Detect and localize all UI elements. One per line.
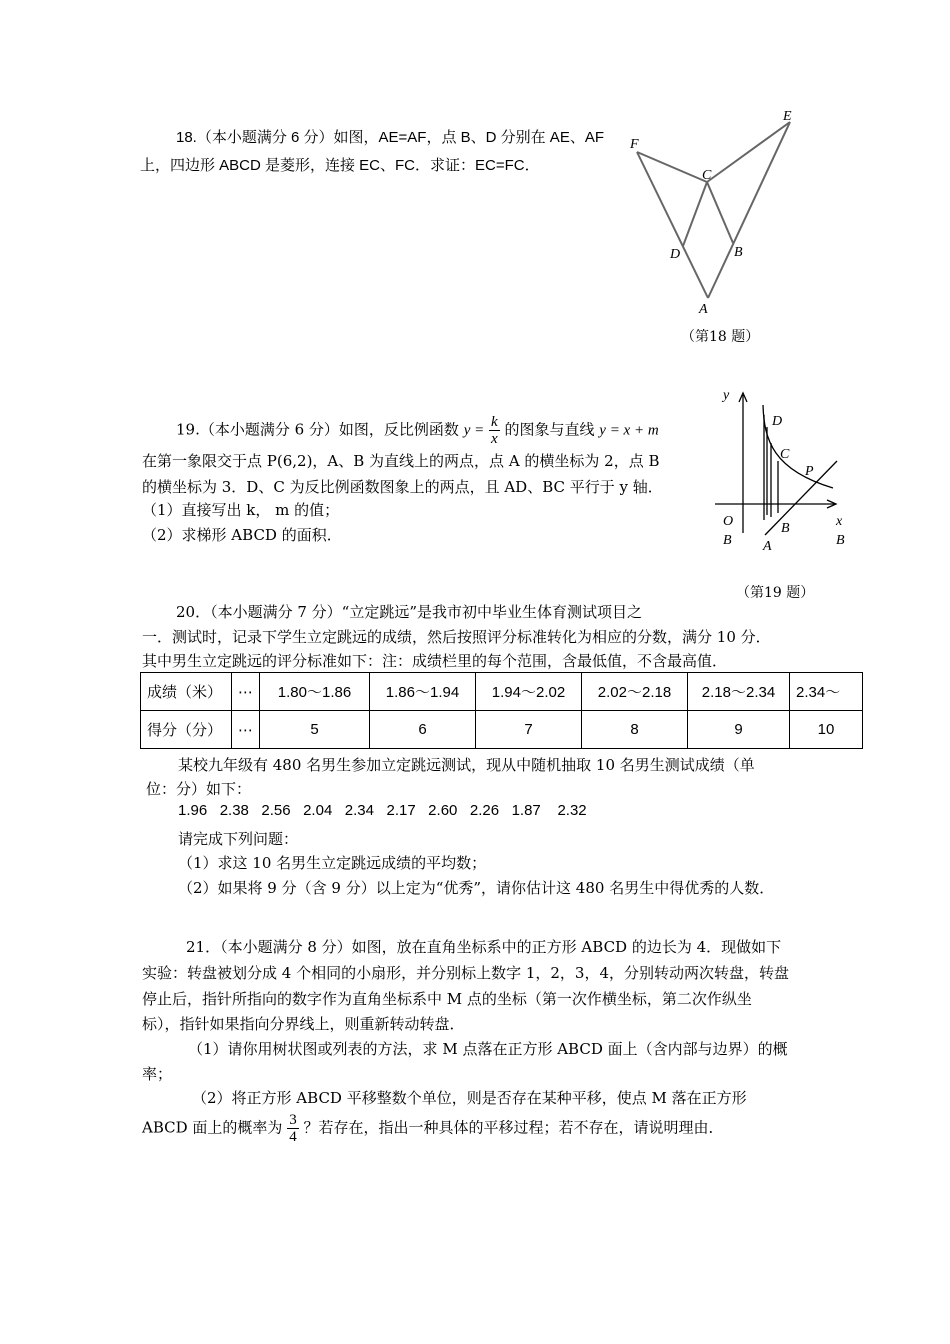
q18-line2: 上，四边形 ABCD 是菱形，连接 EC、FC．求证：EC=FC．	[140, 157, 540, 174]
q19-label-P: P	[805, 464, 814, 479]
q19-fraction: $\frac{k}{x}$	[491, 414, 498, 447]
q18-label-E: E	[783, 109, 792, 124]
q19-label-D: D	[772, 414, 783, 429]
q18-label-A: A	[699, 302, 708, 317]
q20-line6: 请完成下列问题：	[178, 830, 299, 848]
q20-scores: 1.96 2.38 2.56 2.04 2.34 2.17 2.60 2.26 1.87 2.32	[178, 802, 587, 819]
q21-line2: 实验：转盘被划分成 4 个相同的小扇形，并分别标上数字 1，2，3，4，分别转动两次转盘，转盘	[142, 964, 790, 982]
q19-item2: （2）求梯形 ABCD 的面积．	[142, 526, 342, 544]
q19-figure	[715, 385, 855, 560]
q19-label-A: A	[763, 539, 772, 554]
q20-line4: 某校九年级有 480 名男生参加立定跳远测试，现从中随机抽取 10 名男生测试成绩（单	[178, 756, 755, 774]
q21-line4: 标），指针如果指向分界线上，则重新转动转盘．	[142, 1015, 465, 1033]
q18-figure	[620, 100, 820, 320]
score-table	[140, 672, 863, 749]
q19-label-C: C	[780, 447, 790, 462]
q19-caption: （第19 题）	[736, 585, 815, 601]
q19-label-x: x	[836, 514, 843, 529]
q20-line3: 其中男生立定跳远的评分标准如下：注：成绩栏里的每个范围，含最低值，不含最高值．	[142, 652, 728, 670]
q20-line2: 一．测试时，记录下学生立定跳远的成绩，然后按照评分标准转化为相应的分数，满分 10 分．	[142, 628, 771, 646]
q19-label-B: B	[781, 521, 790, 536]
q19-label-B-left: B	[723, 533, 732, 548]
table-row: 得分（分） ⋯ 5 6 7 8 9 10	[141, 711, 863, 749]
q18-label-F: F	[630, 137, 639, 152]
table-row: 成绩（米） ⋯ 1.80～1.86 1.86～1.94 1.94～2.02 2.02～2.18 2.18～2.34 2.34～	[141, 673, 863, 711]
q18-label-D: D	[670, 247, 681, 262]
q19-line2: 在第一象限交于点 P(6,2)，A、B 为直线上的两点，点 A 的横坐标为 2，点 B	[142, 452, 660, 470]
q19-item1: （1）直接写出 k， m 的值；	[142, 501, 340, 519]
q18-label-B: B	[734, 245, 743, 260]
q21-fraction: $\frac{3}{4}$	[289, 1112, 297, 1145]
q21-line3: 停止后，指针所指向的数字作为直角坐标系中 M 点的坐标（第一次作横坐标，第二次作纵坐	[142, 990, 752, 1008]
q18-caption: （第18 题）	[681, 329, 760, 345]
q20-item1: （1）求这 10 名男生立定跳远成绩的平均数；	[178, 854, 487, 872]
q19-line3: 的横坐标为 3．D、C 为反比例函数图象上的两点，且 AD、BC 平行于 y 轴．	[142, 478, 663, 496]
q19-label-O: O	[723, 514, 734, 529]
q21-item1-a: （1）请你用树状图或列表的方法，求 M 点落在正方形 ABCD 面上（含内部与边界）的概	[188, 1040, 788, 1058]
q20-line5: 位：分）如下：	[146, 780, 252, 798]
q18-line1: 18.（本小题满分 6 分）如图，AE=AF，点 B、D 分别在 AE、AF	[176, 129, 604, 146]
q20-item2: （2）如果将 9 分（含 9 分）以上定为“优秀”，请你估计这 480 名男生中得优秀的人数．	[178, 879, 775, 897]
q21-item2-a: （2）将正方形 ABCD 平移整数个单位，则是否存在某种平移，使点 M 落在正方形	[192, 1089, 747, 1107]
q18-label-C: C	[702, 168, 712, 183]
q19-label-B-right: B	[836, 533, 845, 548]
q21-item2-b: ABCD 面上的概率为 $\frac{3}{4}$ ？若存在，指出一种具体的平移过程；若不存在，请说明理由．	[142, 1112, 724, 1145]
q19-label-y: y	[723, 388, 730, 403]
q19-line1: 19.（本小题满分 6 分）如图，反比例函数 y = $\frac{k}{x}$ 的图象与直线 y = x + m	[176, 414, 659, 447]
q21-item1-b: 率；	[142, 1065, 173, 1083]
q20-line1: 20．（本小题满分 7 分）“立定跳远”是我市初中毕业生体育测试项目之	[176, 603, 643, 621]
q21-line1: 21．（本小题满分 8 分）如图，放在直角坐标系中的正方形 ABCD 的边长为 4．现做如下	[186, 938, 782, 956]
